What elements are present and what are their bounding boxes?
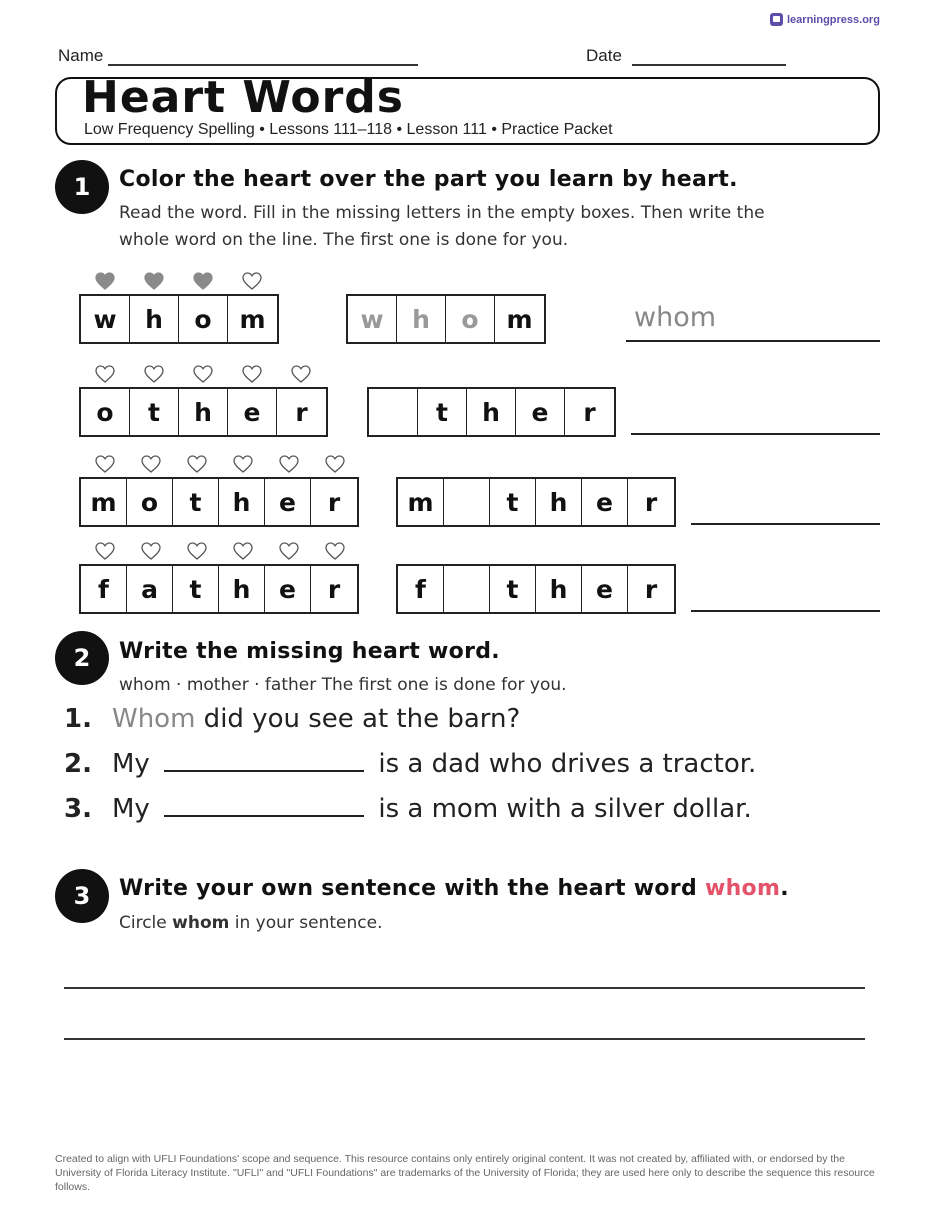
brand-text: learningpress.org (787, 13, 880, 26)
letter-box: o (446, 296, 495, 342)
sample-answer: whom (634, 302, 717, 333)
sentence-2 (64, 749, 756, 779)
section-1-title: Color the heart over the part you learn by heart. (119, 167, 738, 192)
section-3-title (119, 876, 789, 901)
sentence-1 (64, 704, 520, 734)
heart-icon[interactable] (187, 455, 207, 473)
letter-box: h (397, 296, 446, 342)
section-3-text-post: in your sentence. (229, 913, 383, 933)
section-3-title-pre: Write your own sentence with the heart word (119, 876, 705, 901)
sentence-number: 2. (64, 749, 92, 779)
writing-line-2[interactable] (64, 1038, 865, 1040)
heart-icon[interactable] (193, 365, 213, 383)
empty-letter-box[interactable] (444, 479, 490, 525)
letter-box: w (81, 296, 130, 342)
letter-box: e (228, 389, 277, 435)
letter-box: r (583, 397, 596, 427)
partial-letter-row (396, 477, 676, 527)
letter-box: a (127, 566, 173, 612)
answer-line[interactable] (626, 340, 880, 342)
name-label: Name (58, 46, 104, 65)
date-label: Date (586, 46, 622, 65)
heart-icon[interactable] (95, 542, 115, 560)
letter-box: f (398, 566, 444, 612)
sentence-3 (64, 794, 752, 824)
letter-box: h (179, 389, 228, 435)
empty-letter-box[interactable] (369, 389, 418, 435)
word-letter-row (79, 564, 359, 614)
heart-icon[interactable] (233, 455, 253, 473)
letter-box: h (536, 566, 582, 612)
answer-line[interactable] (691, 610, 880, 612)
footer-disclaimer: Created to align with UFLI Foundations' scope and sequence. This resource contains only entirely original content. It was not created by, affiliated with, or endorsed by the University of Florida Literacy Institute. "UFLI" and "UFLI Foundations" are trademarks of the University of Florida; they are used here only to describe the sequence this resource follows. (55, 1153, 875, 1193)
partial-letter-row (346, 294, 546, 344)
letter-box: m (239, 304, 266, 334)
heart-icon[interactable] (141, 542, 161, 560)
letter-box: t (130, 389, 179, 435)
writing-line-1[interactable] (64, 987, 865, 989)
section-1-instructions-line2: whole word on the line. The first one is done for you. (119, 230, 569, 250)
letter-box: h (219, 566, 265, 612)
heart-icon[interactable] (291, 365, 311, 383)
fill-in-blank[interactable] (164, 752, 364, 772)
letter-box: t (173, 479, 219, 525)
letter-box: m (506, 304, 533, 334)
word-letter-row (79, 294, 279, 344)
word-letter-row (79, 477, 359, 527)
section-3-title-post: . (780, 876, 789, 901)
letter-box: t (490, 479, 536, 525)
filled-heart-icon[interactable] (95, 272, 115, 290)
heart-icon[interactable] (187, 542, 207, 560)
filled-heart-icon[interactable] (193, 272, 213, 290)
letter-box: m (398, 479, 444, 525)
answer-line[interactable] (691, 523, 880, 525)
partial-letter-row (367, 387, 616, 437)
letter-box: m (81, 479, 127, 525)
letter-box: r (644, 574, 658, 604)
heart-icon[interactable] (325, 455, 345, 473)
heart-icon[interactable] (242, 365, 262, 383)
page-subtitle: Low Frequency Spelling • Lessons 111–118 • Lesson 111 • Practice Packet (84, 121, 613, 138)
section-2-badge: 2 (55, 631, 109, 685)
section-3-text-word: whom (172, 913, 230, 933)
letter-box: o (127, 479, 173, 525)
letter-box: h (219, 479, 265, 525)
heart-icon[interactable] (325, 542, 345, 560)
letter-box: t (173, 566, 219, 612)
letter-box: e (582, 566, 628, 612)
heart-icon[interactable] (233, 542, 253, 560)
letter-box: w (348, 296, 397, 342)
letter-box: r (644, 487, 658, 517)
page-title: Heart Words (82, 72, 404, 123)
section-1-badge: 1 (55, 160, 109, 214)
heart-icon[interactable] (95, 455, 115, 473)
brand-link[interactable] (770, 13, 880, 26)
brand-logo-icon (770, 13, 783, 26)
letter-box: o (179, 296, 228, 342)
answer-line[interactable] (631, 433, 880, 435)
section-1-instructions-line1: Read the word. Fill in the missing letters in the empty boxes. Then write the (119, 203, 765, 223)
sentence-post: did you see at the barn? (195, 704, 521, 734)
sentence-pre: My (112, 749, 159, 779)
sentence-post: is a mom with a silver dollar. (370, 794, 752, 824)
section-3-badge: 3 (55, 869, 109, 923)
letter-box: h (467, 389, 516, 435)
letter-box: o (81, 389, 130, 435)
sample-fill-word: Whom (112, 704, 196, 734)
heart-icon[interactable] (144, 365, 164, 383)
section-2-title: Write the missing heart word. (119, 639, 500, 664)
heart-icon[interactable] (279, 542, 299, 560)
heart-icon[interactable] (95, 365, 115, 383)
heart-icon[interactable] (242, 272, 262, 290)
letter-box: r (327, 574, 341, 604)
letter-box: e (582, 479, 628, 525)
sentence-number: 3. (64, 794, 92, 824)
heart-icon[interactable] (141, 455, 161, 473)
section-3-text-pre: Circle (119, 913, 173, 933)
letter-box: r (295, 397, 308, 427)
word-bank: whom · mother · father The first one is done for you. (119, 675, 567, 695)
letter-box: e (516, 389, 565, 435)
word-letter-row (79, 387, 328, 437)
letter-box: t (490, 566, 536, 612)
letter-box: h (130, 296, 179, 342)
letter-box: f (81, 566, 127, 612)
letter-box: e (265, 566, 311, 612)
empty-letter-box[interactable] (444, 566, 490, 612)
section-3-instructions (119, 910, 383, 937)
sentence-post: is a dad who drives a tractor. (370, 749, 757, 779)
fill-in-blank[interactable] (164, 797, 364, 817)
filled-heart-icon[interactable] (144, 272, 164, 290)
heart-icon[interactable] (279, 455, 299, 473)
date-line[interactable] (632, 64, 786, 66)
section-3-title-word: whom (704, 876, 781, 901)
sentence-pre: My (112, 794, 159, 824)
letter-box: h (536, 479, 582, 525)
letter-box: r (327, 487, 341, 517)
name-line[interactable] (108, 64, 418, 66)
letter-box: e (265, 479, 311, 525)
partial-letter-row (396, 564, 676, 614)
letter-box: t (418, 389, 467, 435)
sentence-number: 1. (64, 704, 92, 734)
